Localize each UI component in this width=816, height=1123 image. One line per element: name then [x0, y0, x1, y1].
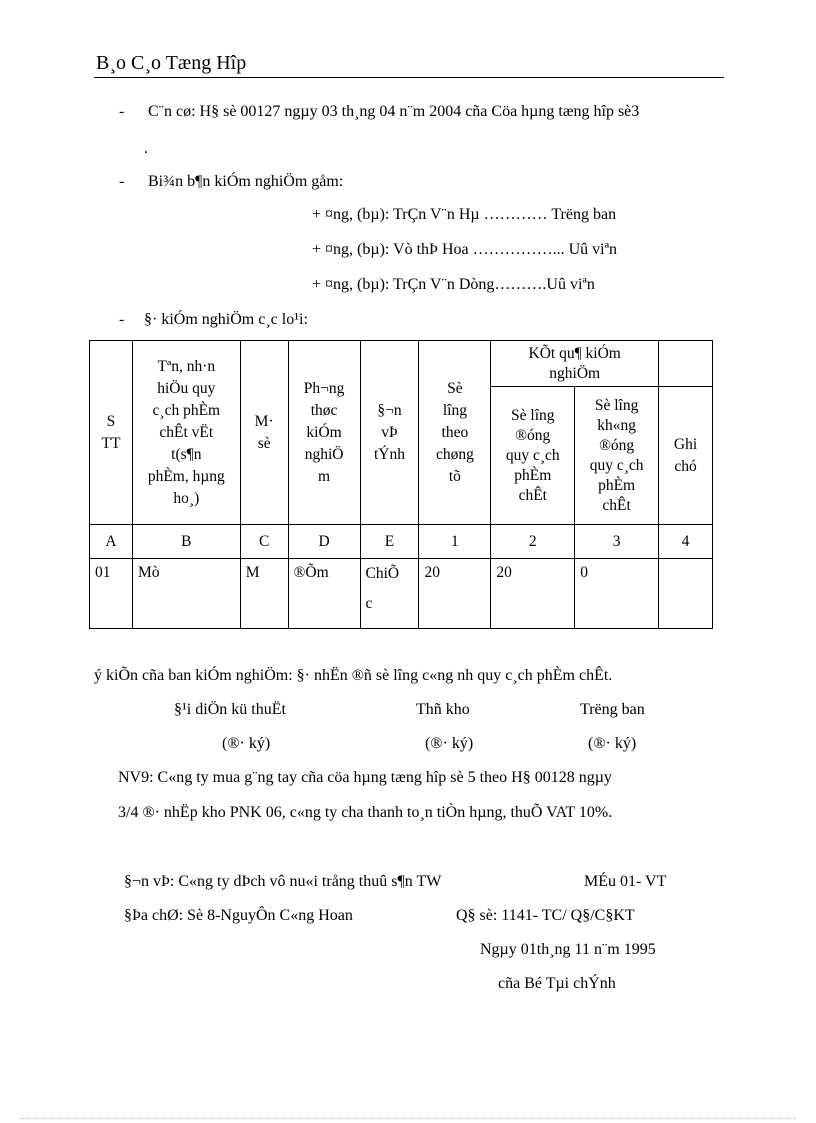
code-cell: 2 — [491, 525, 575, 559]
signature-role: Trëng ban — [580, 701, 645, 718]
header-so-luong: Sè lîng theo chøng tõ — [419, 341, 491, 525]
member-line: + ¤ng, (bµ): Vò thÞ Hoa ……………... Uû viªn — [312, 241, 618, 258]
cell-don-vi-tinh: ChiÕ c — [360, 559, 419, 629]
member-line: + ¤ng, (bµ): TrÇn V¨n Hµ ………… Trëng ban — [312, 206, 617, 223]
header-stt: S TT — [90, 341, 133, 525]
header-ma-so: M· sè — [240, 341, 288, 525]
inspection-table — [89, 340, 713, 629]
report-title: B¸o C¸o Tæng Hîp — [96, 52, 247, 74]
header-don-vi-tinh: §¬n vÞ tÝnh — [360, 341, 419, 525]
cell-ten: Mò — [132, 559, 240, 629]
code-cell: 1 — [419, 525, 491, 559]
opinion-line: ý kiÕn cña ban kiÓm nghiÖm: §· nhËn ®ñ sè lîng c«ng nh quy c¸ch phÈm chÊt. — [94, 667, 613, 684]
cell-stt: 01 — [90, 559, 133, 629]
signature-mark: (®· ký) — [222, 735, 271, 752]
decision-date: Ngµy 01th¸ng 11 n¨m 1995 — [480, 941, 656, 958]
kiem-nghiem-line: §· kiÓm nghiÖm c¸c lo¹i: — [144, 311, 308, 328]
signature-mark: (®· ký) — [425, 735, 474, 752]
cell-ma-so: M — [240, 559, 288, 629]
header-phuong-thuc: Ph¬ng thøc kiÓm nghiÖ m — [288, 341, 360, 525]
can-cu-line: C¨n cø: H§ sè 00127 ngµy 03 th¸ng 04 n¨m 2004 cña Cöa hµng tæng hîp sè3 — [148, 103, 640, 120]
header-so-luong-dung: Sè lîng ®óng quy c¸ch phÈm chÊt — [491, 387, 575, 525]
dia-chi-line: §Þa chØ: Sè 8-NguyÔn C«ng Hoan — [124, 907, 353, 924]
cell-so-luong: 20 — [419, 559, 491, 629]
member-line: + ¤ng, (bµ): TrÇn V¨n Dòng……….Uû viªn — [312, 276, 595, 293]
code-cell: A — [90, 525, 133, 559]
signature-role: Thñ kho — [416, 701, 470, 718]
bullet-dash: - — [119, 103, 125, 120]
bullet-dash: - — [119, 173, 125, 190]
code-cell: 3 — [575, 525, 659, 559]
page-bottom-border — [20, 1118, 796, 1119]
cell-so-luong-khong-dung: 0 — [575, 559, 659, 629]
cell-so-luong-dung: 20 — [491, 559, 575, 629]
signature-mark: (®· ký) — [588, 735, 637, 752]
ban-kiem-nghiem-line: Bi¾n b¶n kiÓm nghiÖm gåm: — [148, 173, 344, 190]
decision-number: Q§ sè: 1141- TC/ Q§/C§KT — [456, 907, 635, 924]
code-cell: E — [360, 525, 419, 559]
cell-ghi-chu — [659, 559, 713, 629]
header-ket-qua: KÕt qu¶ kiÓm nghiÖm — [491, 341, 659, 387]
bullet-dash: - — [119, 311, 125, 328]
code-cell: C — [240, 525, 288, 559]
header-blank — [659, 341, 713, 387]
signature-role: §¹i diÖn kü thuËt — [174, 701, 286, 718]
can-cu-continuation: . — [144, 140, 148, 157]
cell-phuong-thuc: ®Õm — [288, 559, 360, 629]
don-vi-line: §¬n vÞ: C«ng ty dÞch vô nu«i trång thuû s¶n TW — [124, 873, 442, 890]
code-cell: B — [132, 525, 240, 559]
form-code: MÉu 01- VT — [584, 873, 667, 890]
code-cell: 4 — [659, 525, 713, 559]
ministry-line: cña Bé Tµi chÝnh — [498, 975, 616, 992]
header-ghi-chu: Ghi chó — [659, 387, 713, 525]
table-row — [90, 559, 713, 629]
header-rule — [94, 77, 724, 78]
nv9-line-1: NV9: C«ng ty mua g¨ng tay cña cöa hµng tæng hîp sè 5 theo H§ 00128 ngµy — [118, 769, 612, 786]
nv9-line-2: 3/4 ®· nhËp kho PNK 06, c«ng ty cha thanh to¸n tiÒn hµng, thuÕ VAT 10%. — [118, 804, 613, 821]
header-ten: Tªn, nh·n hiÖu quy c¸ch phÈm chÊt vËt t(s¶n phÈm, hµng ho¸) — [132, 341, 240, 525]
header-so-luong-khong-dung: Sè lîng kh«ng ®óng quy c¸ch phÈm chÊt — [575, 387, 659, 525]
code-cell: D — [288, 525, 360, 559]
